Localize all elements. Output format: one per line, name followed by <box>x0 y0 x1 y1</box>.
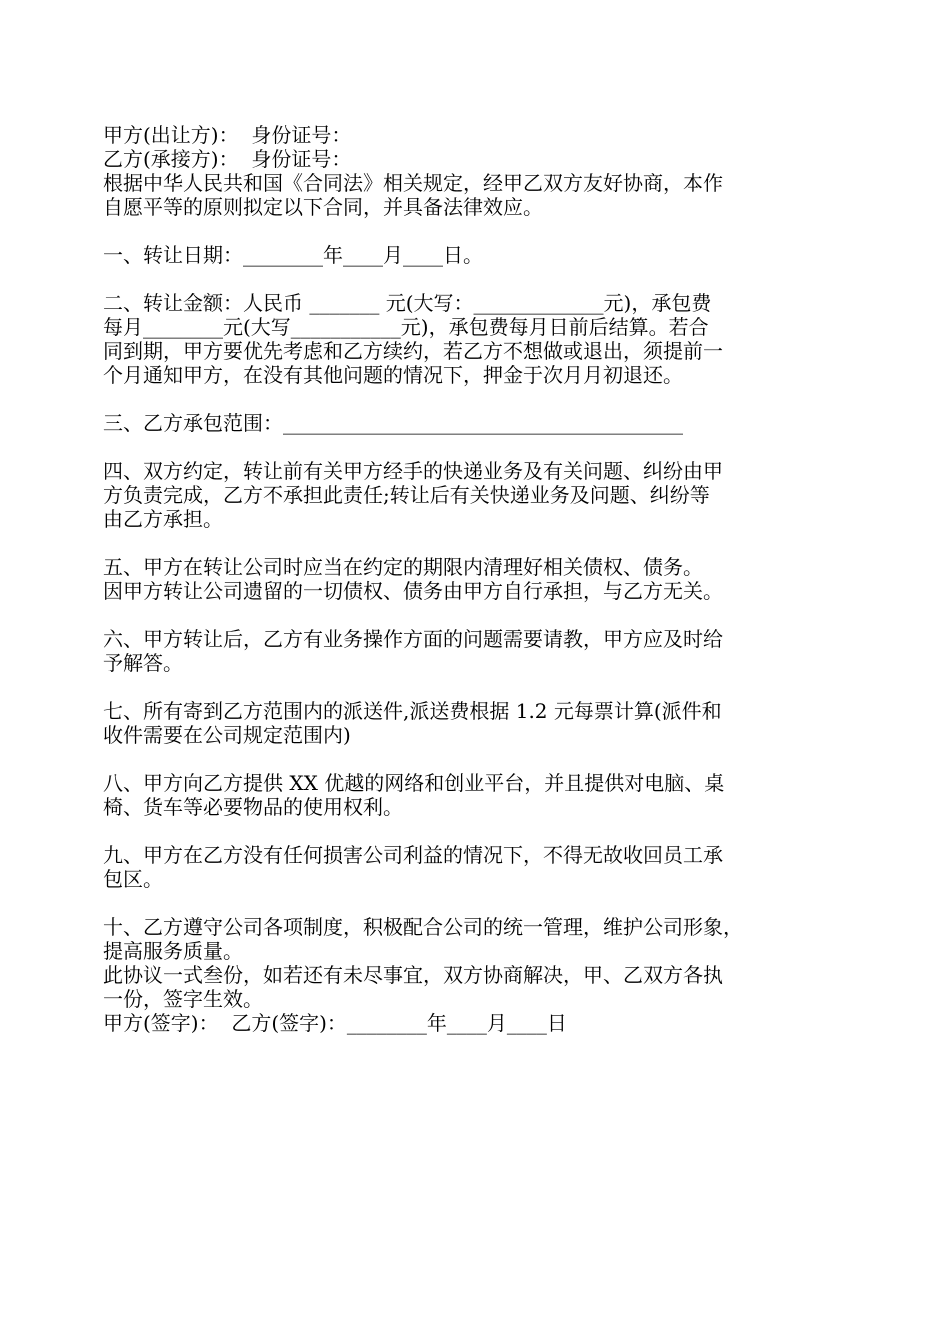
clause-2-line-4: 个月通知甲方，在没有其他问题的情况下，押金于次月月初退还。 <box>103 363 683 387</box>
clause-6-line-1: 六、甲方转让后，乙方有业务操作方面的问题需要请教，甲方应及时给 <box>103 627 723 651</box>
clause-4-line-3: 由乙方承担。 <box>103 507 223 531</box>
closing-line-1: 此协议一式叁份，如若还有未尽事宜，双方协商解决，甲、乙双方各执 <box>103 963 723 987</box>
clause-5-debts <box>103 555 853 603</box>
spacer <box>103 891 853 915</box>
intro-line-2: 自愿平等的原则拟定以下合同，并具备法律效应。 <box>103 195 543 219</box>
clause-4-line-2: 方负责完成，乙方不承担此责任;转让后有关快递业务及问题、纠纷等 <box>103 483 710 507</box>
signature-line: 甲方(签字)： 乙方(签字)：________年____月____日 <box>103 1011 567 1035</box>
clause-9-area <box>103 843 853 891</box>
clause-2-transfer-amount <box>103 291 853 387</box>
clause-7-delivery-fee <box>103 699 853 747</box>
closing-line-2: 一份，签字生效。 <box>103 987 263 1011</box>
clause-5-line-2: 因甲方转让公司遗留的一切债权、债务由甲方自行承担，与乙方无关。 <box>103 579 723 603</box>
spacer <box>103 675 853 699</box>
clause-10-compliance <box>103 915 853 963</box>
clause-1-line-1: 一、转让日期：________年____月____日。 <box>103 243 483 267</box>
spacer <box>103 219 853 243</box>
clause-7-line-1: 七、所有寄到乙方范围内的派送件,派送费根据 1.2 元每票计算(派件和 <box>103 699 722 723</box>
clause-8-line-2: 椅、货车等必要物品的使用权利。 <box>103 795 403 819</box>
spacer <box>103 531 853 555</box>
spacer <box>103 435 853 459</box>
party-a-line: 甲方(出让方)： 身份证号： <box>103 123 352 147</box>
intro-line-1: 根据中华人民共和国《合同法》相关规定，经甲乙双方友好协商，本作 <box>103 171 723 195</box>
party-b-line: 乙方(承接方)： 身份证号： <box>103 147 352 171</box>
spacer <box>103 387 853 411</box>
clause-3-line-1: 三、乙方承包范围：________________________________________ <box>103 411 683 435</box>
clause-4-line-1: 四、双方约定，转让前有关甲方经手的快递业务及有关问题、纠纷由甲 <box>103 459 723 483</box>
spacer <box>103 267 853 291</box>
clause-2-line-2: 每月________元(大写___________元)，承包费每月日前后结算。若合 <box>103 315 709 339</box>
clause-2-line-3: 同到期，甲方要优先考虑和乙方续约，若乙方不想做或退出，须提前一 <box>103 339 723 363</box>
clause-5-line-1: 五、甲方在转让公司时应当在约定的期限内清理好相关债权、债务。 <box>103 555 703 579</box>
clause-10-line-2: 提高服务质量。 <box>103 939 243 963</box>
clause-8-platform <box>103 771 853 819</box>
clause-10-line-1: 十、乙方遵守公司各项制度，积极配合公司的统一管理，维护公司形象， <box>103 915 743 939</box>
clause-4-agreement <box>103 459 853 531</box>
spacer <box>103 819 853 843</box>
clause-9-line-1: 九、甲方在乙方没有任何损害公司利益的情况下，不得无故收回员工承 <box>103 843 723 867</box>
clause-9-line-2: 包区。 <box>103 867 163 891</box>
clause-6-guidance <box>103 627 853 675</box>
clause-7-line-2: 收件需要在公司规定范围内) <box>103 723 351 747</box>
intro-paragraph <box>103 171 853 219</box>
clause-3-contract-scope <box>103 411 853 435</box>
contract-document <box>103 123 853 1035</box>
clause-6-line-2: 予解答。 <box>103 651 183 675</box>
clause-2-line-1: 二、转让金额：人民币 _______ 元(大写：_____________元)，承包费 <box>103 291 712 315</box>
clause-1-transfer-date <box>103 243 853 267</box>
closing-paragraph <box>103 963 853 1011</box>
spacer <box>103 603 853 627</box>
spacer <box>103 747 853 771</box>
clause-8-line-1: 八、甲方向乙方提供 XX 优越的网络和创业平台，并且提供对电脑、桌 <box>103 771 725 795</box>
